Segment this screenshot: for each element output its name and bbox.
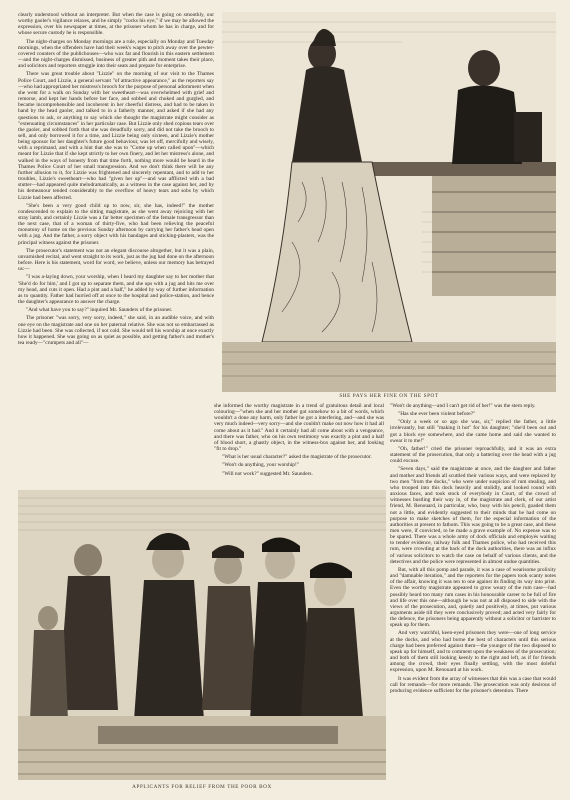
paragraph: But, with all this pomp and parade, it was a case of wearisome prolixity and "damnable iteration," and the reporters for the papers took scanty notes of the affair, knowing it was ten to one against its finding its way into print. Even the worthy magistrate appeared to grow weary of the rum case—had possibly heard too many rum cases in his honourable career to be full of fire and life over this one—although he was not at all disposed to side with the views of the prosecution, and, quietly and positively, at times, put various arguments aside till they were conclusively proved; and acted very fairly for the defence, the prisoners being apparently without a solicitor or barrister to speak up for them. — [390, 566, 556, 629]
paragraph: "Won't do anything, your worship!" — [222, 462, 299, 469]
paragraph: And very watchful, keen-eyed prisoners they were—one of long service at the docks, and who had borne the best of characters until this serious charge had been preferred against them—the younger of the two disposed to speak up for himself, and to comment upon the weakness of the prosecution; and both of them still looking keenly to the right and left, as if for friends among the crowd, their eyes finally settling, with the most doleful expression, upon M. Renouard at his work. — [390, 630, 556, 674]
caption-bottom-illustration: APPLICANTS FOR RELIEF FROM THE POOR BOX — [132, 784, 272, 790]
text-column-top-left — [18, 12, 214, 400]
paragraph: The night-charges on Monday mornings are a rule, especially on Monday and Tuesday mornings, when the offenders have had their week's wages to pitch away over the pewter-covered counters of the publichouses—who wax fat and flourish in this eastern settlement—and the night-charges dismissed, business of greater pith and moment takes their place, and solicitors and reporters struggle into their seats and prepare for enterprise. — [18, 38, 214, 70]
paragraph: "Only a week or so ago she was, sir," replied the father, a little irrelevantly, but still "making it hot" for his daughter; "she'd been out and got a block eye somewhere, and she came home and said she wanted to swear it to me!" — [390, 419, 556, 444]
paragraph: "Won't do anything—and I can't get rid of her!" was the stern reply. — [390, 403, 536, 409]
paragraph: The prisoner "was sorry, very sorry, indeed," she said, in an audible voice, and with one eye on the magistrate and one on her paternal relative. She was not so embarrassed as Lizzie had been. She was collected, if not cold. She would tell his worship at once exactly how it happened. She was going on as quiet as possible, and getting father's and mother's tea ready—"crumpets and all"— — [18, 315, 214, 346]
paragraph: "Will not work?" suggested Mr. Saunders. — [222, 470, 313, 477]
caption-top-illustration: SHE PAYS HER FINE ON THE SPOT — [339, 393, 439, 399]
engraving-applicants-crowd — [18, 490, 386, 780]
illustration-poor-box — [18, 490, 386, 780]
paragraph: "I was a-laying down, your worship, when I heard my daughter say to her mother that 'She'd do for him,' and I got up to separate them, and she ups with a jug and hits me over my head, and cuts it open. Had a pint and a half," he added by way of further information as to quantity. Father had hurried off at once to the hospital and police-station, and hence the daughter's appearance to answer the charge. — [18, 274, 214, 306]
illustration-court-fine — [222, 12, 556, 392]
paragraph: It was evident from the array of witnesses that this was a case that would call for remands—for more remands. The prosecution was only desirous of producing evidence sufficient for the prisoner's detention. There — [390, 675, 556, 694]
paragraph: "Oh, father!" cried the prisoner reproachfully, and it was an extra statement of the prosecution, that only a battering over the head with a jug could excuse. — [390, 445, 556, 465]
paragraph: she informed the worthy magistrate in a trend of gratuitous detail and local colouring—"when she and her mother got somehow to a bit of words, which wouldn't a done any harm, only father he got a interfering, and—and she was very much indeed—very sorry—and she couldn't make out now how it had all come about as it had." And it certainly had all come about with a vengeance, and there was father, who on his own testimony was exactly a pint and a half of blood short, a ghastly object, in the witness-box against her, and looking "fit to drop." — [214, 403, 384, 453]
text-column-middle-center — [214, 403, 384, 489]
paragraph: clearly understood without an interpreter. But when the case is going on smoothly, our worthy gaoler's vigilance relaxes, and he simply "cocks his eye," if we may be allowed the expression, over his newspaper at times, at the prisoner whom he has in charge, and for whose secure custody he is responsible. — [18, 12, 214, 37]
paragraph: "Has she ever been violent before?" — [398, 411, 476, 418]
paragraph: "She's been a very good child up to now, sir, she has, indeed!" the mother condescended to explain to the sitting magistrate, as she went away rejoicing with her stray lamb, and certainly Lizzie was a far better specimen of the female transgressor than the next case, that of a woman of thirty-five, who had been relieving the peaceful monotony of home on the previous Sunday afternoon by carrying her father's head open with a jug. And the father, a sorry object with his bandages and sticking-plasters, was the principal witness against the prisoner. — [18, 202, 214, 246]
paragraph: "And what have you to say?" inquired Mr. Saunders of the prisoner. — [26, 307, 173, 314]
paragraph: "Seven days," said the magistrate at once, and the daughter and father and mother and friends all scuttled their various ways, and were replaced by two men "from the docks," who were under suspicion of rum stealing, and who trooped into this dock heavily and stolidly, and looked round with anxious faces, and took stock of everybody in Court, of the crowd of witnesses bustling their way in, of the magistrate and clerk, of our artist friend, M. Renouard, in particular, who, busy with his pencil, goaded them not a little, and evidently suggested to their minds that he had come on purpose to make sketches of them, for the especial information of the authorities at present to fathom. This was going to be a great case, and these men were, if convicted, to be made a grave example of. No expense was to be spared. There was a whole army of dock officials and employés waiting to tender evidence, railway folk and Thames police, who had received this rum, were crowding at the back of the dock authorities, there was an influx of various solicitors to watch the case on behalf of various clients, and the detectives and the police were represented in almost undue quantities. — [390, 466, 556, 565]
paragraph: There was great trouble about "Lizzie" on the morning of our visit to the Thames Police Court, and Lizzie, a general servant "of attractive appearance," as the reporters say—who had appropriated her mistress's brooch for the purpose of personal adornment when she went for a walk on Sunday with her sweetheart—was overwhelmed with grief and remorse, and kept her hands before her face, and sobbed and choked and gurgled, and became incomprehensible and incoherent in her cheerful distress, and had to be taken in hand by the head gaoler, and talked to in a fatherly manner, and asked if she had any questions to ask, or anything to say which she thought the magistrate might consider as "extenuating circumstances" in her particular case. But Lizzie only shed copious tears over the gaoler, and sobbed forth that she was dreadfully sorry, and did not take the brooch to sell, and only borrowed it for a time, and Lizzie being only sixteen, and Lizzie's mother being sponsor for her daughter's future good behaviour, was let off, mercifully and wisely, with a reprimand, and with a hint that she was to "Come up when called upon"—which meant for Lizzie that if she kept strictly to her own finery, and let her mistress's alone, and walked in the ways of honesty from that time forth, nothing more would be heard in the Thames Police Court of her small transgression. And we don't think there will be any further allusion to it, for Lizzie was frightened and sincerely repentant, and to add to her troubles, Lizzie's sweetheart—who had "given her up"—and was afflicted with a bad stutter—had appeared quite melodramatically, as a witness in the case against her, and by his demeanour tended considerably to the overflow of heavy tears and sobs by which Lizzie had been affected. — [18, 71, 214, 201]
paragraph: The prosecutor's statement was not an elegant discourse altogether, but it was a plain, unvarnished recital, and went straight to its work, just as the jug had done on the afternoon before. Here is his statement, word for word, we believe, unless our memory has betrayed us:— — [18, 247, 214, 273]
text-column-middle-right — [390, 403, 556, 789]
paragraph: "What is her usual character?" asked the magistrate of the prosecutor. — [222, 454, 372, 461]
engraving-woman-pays-fine — [222, 12, 556, 392]
